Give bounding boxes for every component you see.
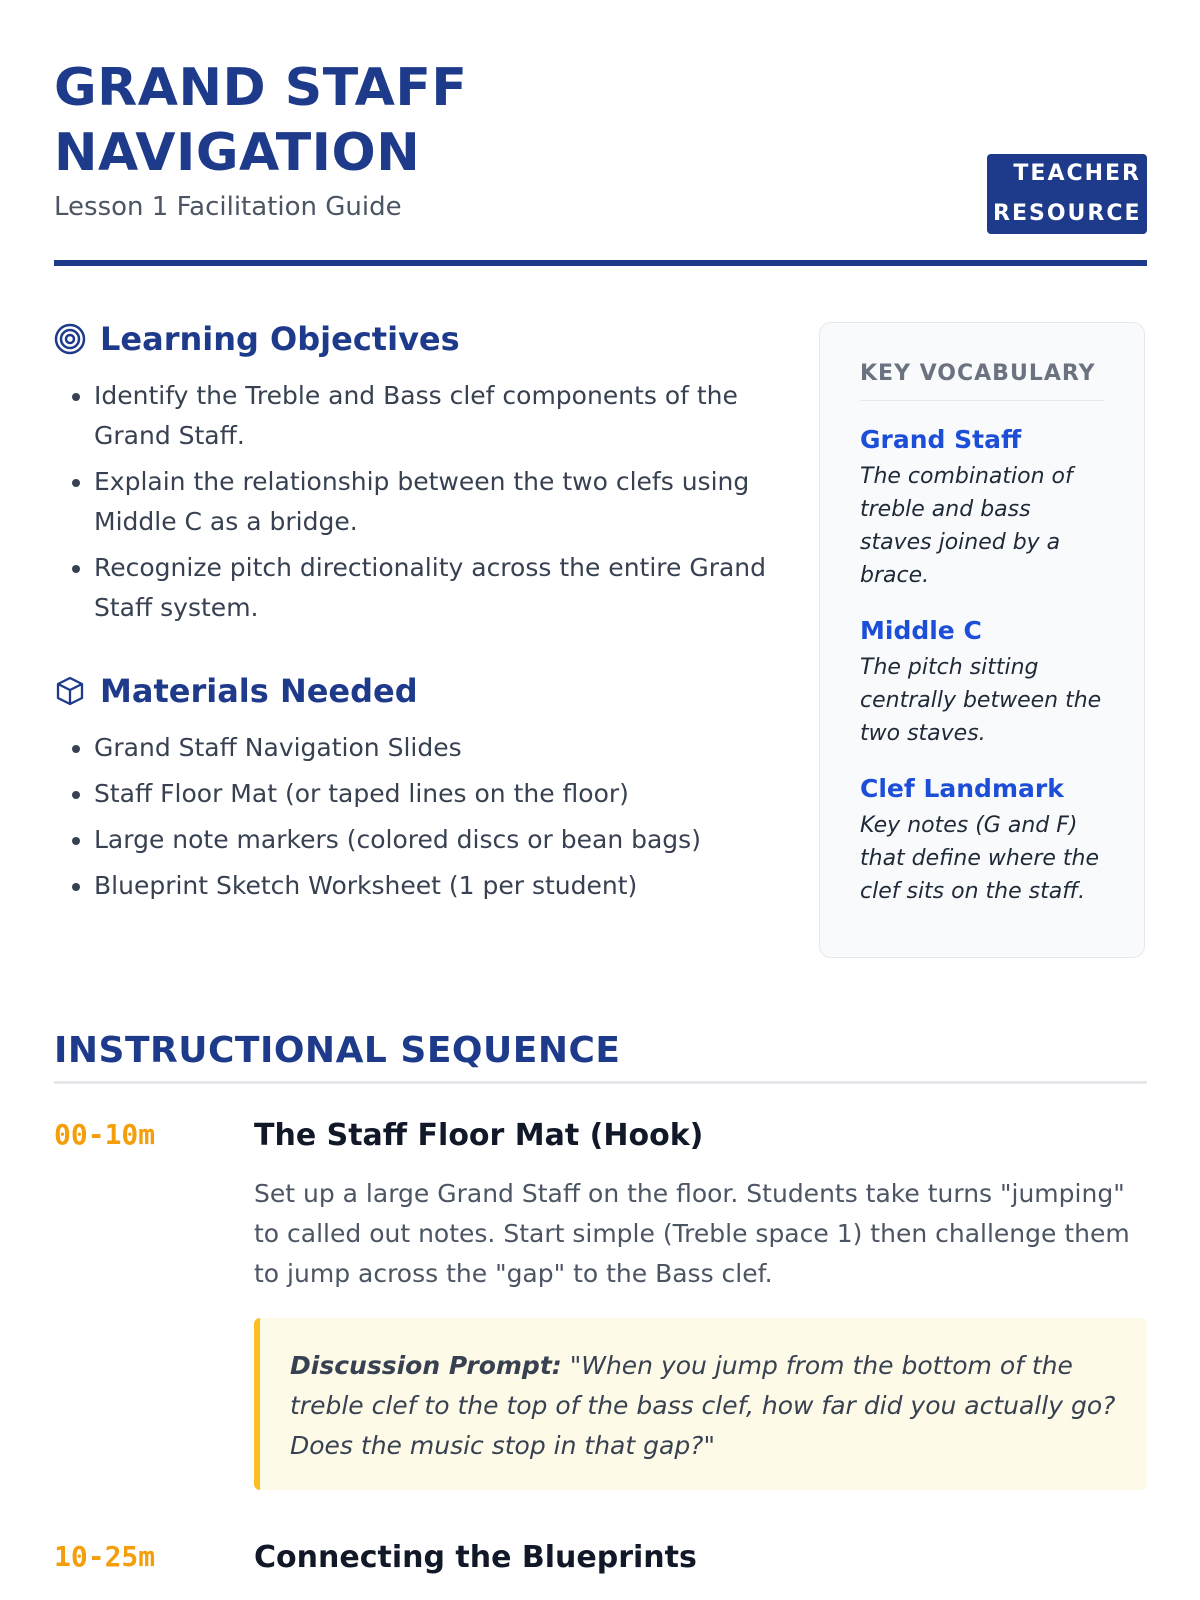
objectives-title: Learning Objectives bbox=[100, 320, 460, 358]
term-definition: The combination of treble and bass staves joined by a brace. bbox=[860, 464, 1073, 588]
prompt-label: Discussion Prompt: bbox=[290, 1351, 562, 1380]
term-definition: The pitch sitting centrally between the two staves. bbox=[860, 655, 1102, 746]
list-item: • Explain the relationship between the two clefs using Middle C as a bridge. bbox=[94, 462, 774, 542]
list-item: • Recognize pitch directionality across the entire Grand Staff system. bbox=[94, 548, 774, 628]
list-item: • Blueprint Sketch Worksheet (1 per student) bbox=[94, 866, 774, 906]
list-item: • Grand Staff Navigation Slides bbox=[94, 728, 774, 768]
term-name: Clef Landmark bbox=[860, 774, 1064, 803]
vocabulary-title: KEY VOCABULARY bbox=[860, 361, 1104, 401]
step-title: Connecting the Blueprints bbox=[254, 1540, 697, 1575]
step-description: Set up a large Grand Staff on the floor. Students take turns "jumping" to called out notes. Start simple (Treble space 1) then challenge them to jump across the "gap" to the Bass clef. bbox=[254, 1179, 1130, 1288]
term-definition: Key notes (G and F) that define where the clef sits on the staff. bbox=[860, 813, 1100, 904]
term-name: Middle C bbox=[860, 616, 982, 645]
box-icon bbox=[54, 675, 86, 707]
teacher-resource-badge: TEACHER RESOURCE bbox=[987, 154, 1147, 234]
step-time: 10-25m bbox=[54, 1540, 156, 1573]
discussion-prompt bbox=[254, 1318, 1147, 1490]
term-name: Grand Staff bbox=[860, 425, 1022, 454]
left-column bbox=[54, 320, 774, 912]
materials-heading bbox=[54, 672, 774, 710]
objectives-list bbox=[54, 376, 774, 628]
header bbox=[54, 56, 1147, 268]
lesson-guide-page bbox=[54, 0, 1147, 1600]
page-subtitle: Lesson 1 Facilitation Guide bbox=[54, 192, 402, 222]
objectives-heading bbox=[54, 320, 774, 358]
page-title: GRAND STAFF NAVIGATION bbox=[54, 58, 468, 183]
vocab-term bbox=[860, 774, 1104, 908]
materials-list bbox=[54, 728, 774, 906]
list-item: • Staff Floor Mat (or taped lines on the floor) bbox=[94, 774, 774, 814]
step-time: 00-10m bbox=[54, 1118, 156, 1151]
key-vocabulary-card bbox=[819, 322, 1145, 958]
prompt-text: "When you jump from the bottom of the treble clef to the top of the bass clef, how far did you actually go? Does the music stop in that gap?" bbox=[290, 1351, 1116, 1460]
list-item: • Identify the Treble and Bass clef components of the Grand Staff. bbox=[94, 376, 774, 456]
header-divider bbox=[54, 260, 1147, 266]
vocab-term bbox=[860, 425, 1104, 592]
target-icon bbox=[54, 323, 86, 355]
instructional-sequence-heading: INSTRUCTIONAL SEQUENCE bbox=[54, 1030, 1147, 1084]
materials-title: Materials Needed bbox=[100, 672, 418, 710]
list-item: • Large note markers (colored discs or bean bags) bbox=[94, 820, 774, 860]
step-title: The Staff Floor Mat (Hook) bbox=[254, 1118, 704, 1153]
vocab-term bbox=[860, 616, 1104, 750]
